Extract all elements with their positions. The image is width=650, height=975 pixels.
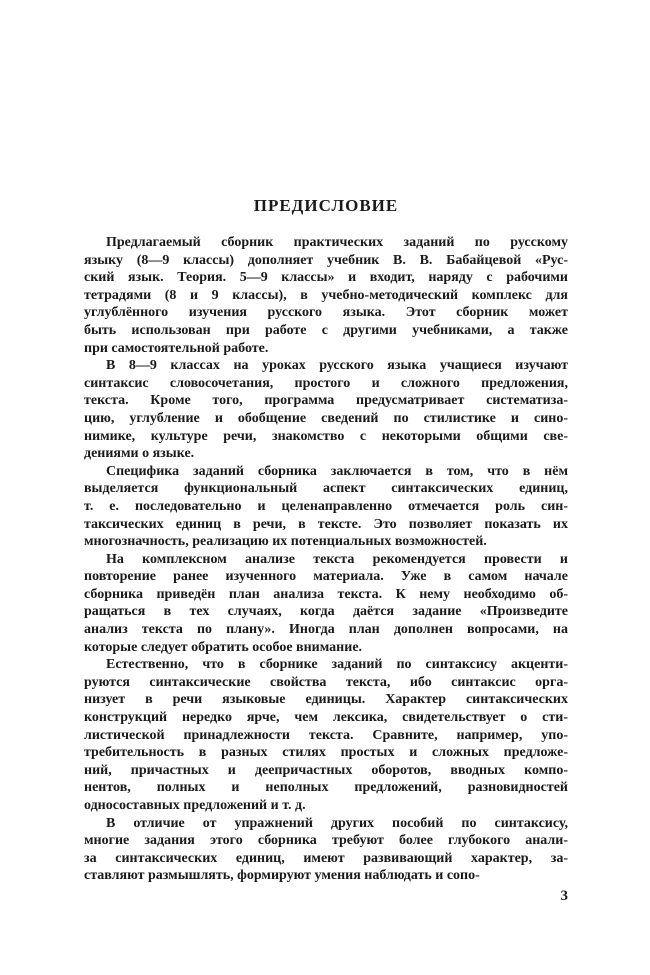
paragraph bbox=[84, 815, 568, 885]
text-line: цию, углубление и обобщение сведений по стилистике и сино- bbox=[84, 410, 568, 426]
paragraph bbox=[84, 656, 568, 814]
text-line: повторение ранее изученного материала. Уже в самом начале bbox=[84, 569, 568, 585]
text-line: низует в речи языковые единицы. Характер синтаксических bbox=[84, 692, 568, 708]
paragraph bbox=[84, 234, 568, 357]
text-line: сборника приведён план анализа текста. К нему необходимо об- bbox=[84, 586, 568, 602]
text-line: требительность в разных стилях простых и сложных предложе- bbox=[84, 745, 568, 761]
text-line: текста. Кроме того, программа предусматривает систематиза- bbox=[84, 393, 568, 409]
text-line: анализ текста по плану». Иногда план дополнен вопросами, на bbox=[84, 622, 568, 638]
text-line: конструкций нередко ярче, чем лексика, свидетельствует о сти- bbox=[84, 710, 568, 726]
text-line: ний, причастных и деепричастных оборотов, вводных компо- bbox=[84, 762, 568, 778]
text-line: которые следует обратить особое внимание. bbox=[84, 639, 363, 655]
text-line: языку (8—9 классы) дополняет учебник В. В. Бабайцевой «Рус- bbox=[84, 252, 568, 268]
text-line: В отличие от упражнений других пособий по синтаксису, bbox=[106, 815, 568, 831]
text-line: Предлагаемый сборник практических заданий по русскому bbox=[106, 235, 568, 250]
page-title: ПРЕДИСЛОВИЕ bbox=[253, 196, 399, 215]
text-line: ский язык. Теория. 5—9 классы» и входит, наряду с рабочими bbox=[84, 270, 568, 286]
page-number: 3 bbox=[560, 888, 568, 904]
text-line: руются синтаксические свойства текста, ибо синтаксис орга- bbox=[84, 674, 568, 690]
text-line: тетрадями (8 и 9 классы), в учебно-методический комплекс для bbox=[84, 287, 568, 303]
text-line: нентов, полных и неполных предложений, разновидностей bbox=[84, 780, 568, 796]
text-line: за синтаксических единиц, имеют развивающий характер, за- bbox=[84, 850, 568, 866]
text-line: ставляют размышлять, формируют умения наблюдать и сопо- bbox=[84, 868, 480, 884]
page-content bbox=[84, 197, 568, 885]
text-line: выделяется функциональный аспект синтаксических единиц, bbox=[84, 481, 568, 497]
paragraph bbox=[84, 551, 568, 657]
text-line: углублённого изучения русского языка. Этот сборник может bbox=[84, 305, 568, 321]
text-line: быть использован при работе с другими учебниками, а также bbox=[84, 322, 568, 338]
text-line: многозначность, реализацию их потенциальных возможностей. bbox=[84, 534, 487, 550]
text-line: при самостоятельной работе. bbox=[84, 340, 269, 356]
text-line: т. е. последовательно и целенаправленно отмечается роль син- bbox=[84, 498, 568, 514]
paragraph bbox=[84, 463, 568, 551]
text-line: дениями о языке. bbox=[84, 446, 195, 462]
body-text bbox=[84, 234, 568, 885]
text-line: односоставных предложений и т. д. bbox=[84, 798, 306, 813]
paragraph bbox=[84, 357, 568, 463]
text-line: многие задания этого сборника требуют более глубокого анали- bbox=[84, 833, 568, 849]
text-line: синтаксис словосочетания, простого и сложного предложения, bbox=[84, 375, 568, 391]
text-line: ращаться в тех случаях, когда даётся задание «Произведите bbox=[84, 604, 568, 620]
text-line: В 8—9 классах на уроках русского языка учащиеся изучают bbox=[106, 358, 568, 374]
text-line: таксических единиц в речи, в тексте. Это позволяет показать их bbox=[84, 516, 568, 532]
text-line: нимике, культуре речи, знакомство с некоторыми общими све- bbox=[84, 428, 568, 444]
text-line: На комплексном анализе текста рекомендуется провести и bbox=[106, 551, 568, 567]
text-line: Специфика заданий сборника заключается в том, что в нём bbox=[106, 463, 568, 479]
text-line: листической принадлежности текста. Сравните, например, упо- bbox=[84, 727, 568, 743]
text-line: Естественно, что в сборнике заданий по синтаксису акценти- bbox=[106, 657, 568, 673]
